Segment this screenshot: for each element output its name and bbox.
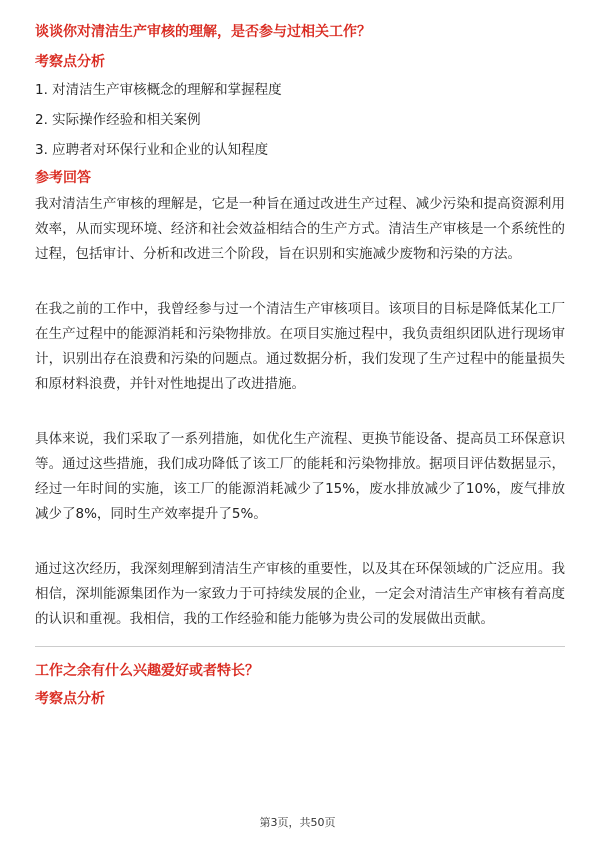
answer-heading: 参考回答 (35, 170, 91, 186)
analysis-point: 1. 对清洁生产审核概念的理解和掌握程度 (35, 82, 282, 98)
document-page (35, 22, 565, 717)
answer-paragraph: 我对清洁生产审核的理解是，它是一种旨在通过改进生产过程、减少污染和提高资源利用效率，从而实现环境、经济和社会效益相结合的生产方式。清洁生产审核是一个系统性的过程，包括审计、分析和改进三个阶段，旨在识别和实施减少废物和污染的方法。 (35, 196, 565, 262)
analysis-point: 2. 实际操作经验和相关案例 (35, 112, 201, 128)
analysis-point: 3. 应聘者对环保行业和企业的认知程度 (35, 142, 269, 158)
section-divider (35, 646, 565, 647)
answer-paragraph: 具体来说，我们采取了一系列措施，如优化生产流程、更换节能设备、提高员工环保意识等。通过这些措施，我们成功降低了该工厂的能耗和污染物排放。据项目评估数据显示，经过一年时间的实施，该工厂的能源消耗减少了15%，废水排放减少了10%，废气排放减少了8%，同时生产效率提升了5%。 (35, 431, 565, 522)
answer-paragraph: 在我之前的工作中，我曾经参与过一个清洁生产审核项目。该项目的目标是降低某化工厂在生产过程中的能源消耗和污染物排放。在项目实施过程中，我负责组织团队进行现场审计，识别出存在浪费和污染的问题点。通过数据分析，我们发现了生产过程中的能量损失和原材料浪费，并针对性地提出了改进措施。 (35, 301, 565, 392)
page-number: 第3页，共50页 (259, 816, 336, 829)
answer-paragraph: 通过这次经历，我深刻理解到清洁生产审核的重要性，以及其在环保领域的广泛应用。我相信，深圳能源集团作为一家致力于可持续发展的企业，一定会对清洁生产审核有着高度的认识和重视。我相信，我的工作经验和能力能够为贵公司的发展做出贡献。 (35, 561, 565, 627)
question-title: 谈谈你对清洁生产审核的理解，是否参与过相关工作？ (35, 24, 371, 40)
question-title: 工作之余有什么兴趣爱好或者特长？ (35, 663, 259, 679)
analysis-heading: 考察点分析 (35, 54, 105, 70)
analysis-heading: 考察点分析 (35, 691, 105, 707)
